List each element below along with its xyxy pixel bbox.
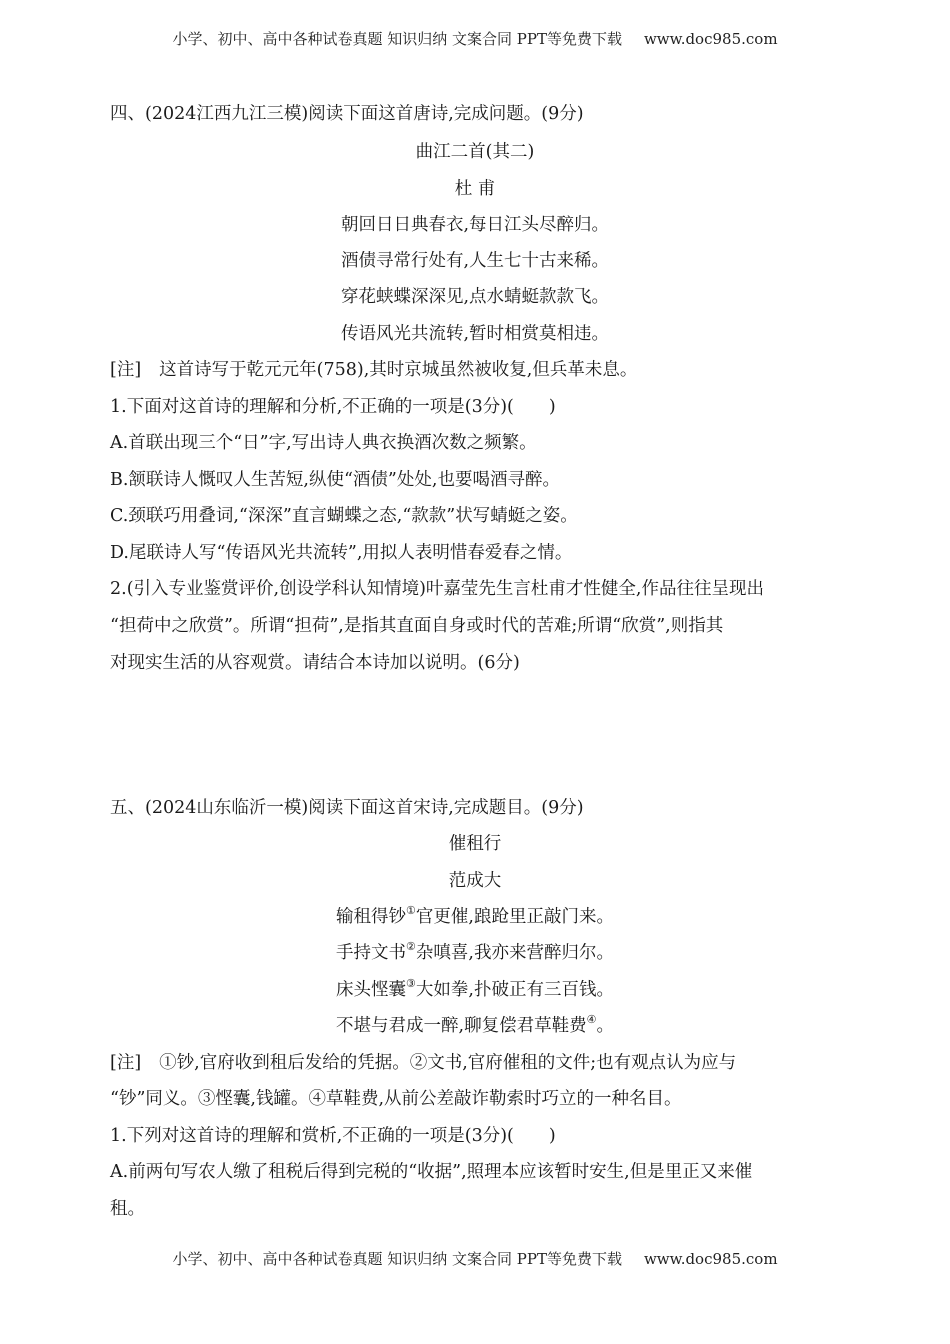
section5-poem-line: 输租得钞①官更催,踉跄里正敲门来。 — [336, 904, 614, 927]
note-text: 这首诗写于乾元元年(758),其时京城虽然被收复,但兵革未息。 — [159, 360, 638, 380]
section5-poem-line: 不堪与君成一醉,聊复偿君草鞋费④。 — [336, 1013, 614, 1036]
section5-q1: 1.下列对这首诗的理解和赏析,不正确的一项是(3分)( ) — [110, 1126, 556, 1146]
section5-poem-title: 催租行 — [448, 834, 502, 854]
note-text: ①钞,官府收到租后发给的凭据。②文书,官府催租的文件;也有观点认为应与 — [159, 1053, 737, 1073]
footnote-marker: ② — [406, 940, 416, 953]
section4-q2-line: 对现实生活的从容观赏。请结合本诗加以说明。(6分) — [110, 653, 520, 673]
section5-poem-line: 手持文书②杂嗔喜,我亦来营醉归尔。 — [336, 940, 614, 963]
section4-poem-title: 曲江二首(其二) — [415, 142, 535, 162]
section5-note-cont: “钞”同义。③悭囊,钱罐。④草鞋费,从前公差敲诈勒索时巧立的一种名目。 — [110, 1089, 682, 1109]
section4-poem-line: 酒债寻常行处有,人生七十古来稀。 — [340, 251, 610, 271]
section4-heading: 四、(2024江西九江三模)阅读下面这首唐诗,完成问题。(9分) — [110, 104, 584, 124]
header-text: 小学、初中、高中各种试卷真题 知识归纳 文案合同 PPT等免费下载 — [172, 30, 622, 48]
section4-option-b: B.颔联诗人慨叹人生苦短,纵使“酒债”处处,也要喝酒寻醉。 — [110, 470, 560, 490]
section4-poem-line: 传语风光共流转,暂时相赏莫相违。 — [340, 324, 610, 344]
section5-note — [110, 1051, 845, 1075]
footnote-marker: ① — [406, 904, 416, 917]
section5-option-a-cont: 租。 — [110, 1199, 145, 1219]
header-url[interactable]: www.doc985.com — [643, 30, 778, 48]
section5-option-a: A.前两句写农人缴了租税后得到完税的“收据”,照理本应该暂时安生,但是里正又来催 — [110, 1162, 753, 1182]
section4-note — [110, 358, 845, 382]
section5-author: 范成大 — [448, 871, 502, 891]
section4-q2-line: “担荷中之欣赏”。所谓“担荷”,是指其直面自身或时代的苦难;所谓“欣赏”,则指其 — [110, 616, 724, 636]
footer-text: 小学、初中、高中各种试卷真题 知识归纳 文案合同 PPT等免费下载 — [172, 1250, 622, 1268]
page-footer — [0, 1248, 950, 1269]
note-label: [注] — [110, 1053, 142, 1073]
section4-option-d: D.尾联诗人写“传语风光共流转”,用拟人表明惜春爱春之情。 — [110, 543, 573, 563]
section4-author: 杜 甫 — [454, 179, 496, 199]
section5-poem-line: 床头悭囊③大如拳,扑破正有三百钱。 — [336, 977, 614, 1000]
note-label: [注] — [110, 360, 142, 380]
section5-heading: 五、(2024山东临沂一模)阅读下面这首宋诗,完成题目。(9分) — [110, 798, 584, 818]
footer-url[interactable]: www.doc985.com — [643, 1250, 778, 1268]
section4-poem-line: 朝回日日典春衣,每日江头尽醉归。 — [340, 215, 610, 235]
section4-option-a: A.首联出现三个“日”字,写出诗人典衣换酒次数之频繁。 — [110, 433, 537, 453]
section4-q2-line: 2.(引入专业鉴赏评价,创设学科认知情境)叶嘉莹先生言杜甫才性健全,作品往往呈现出 — [110, 579, 764, 599]
section4-q1: 1.下面对这首诗的理解和分析,不正确的一项是(3分)( ) — [110, 397, 556, 417]
section4-poem-line: 穿花蛱蝶深深见,点水蜻蜓款款飞。 — [340, 287, 610, 307]
footnote-marker: ④ — [586, 1013, 597, 1026]
footnote-marker: ③ — [406, 977, 416, 990]
section4-option-c: C.颈联巧用叠词,“深深”直言蝴蝶之态,“款款”状写蜻蜓之姿。 — [110, 506, 578, 526]
page-header — [0, 28, 950, 49]
